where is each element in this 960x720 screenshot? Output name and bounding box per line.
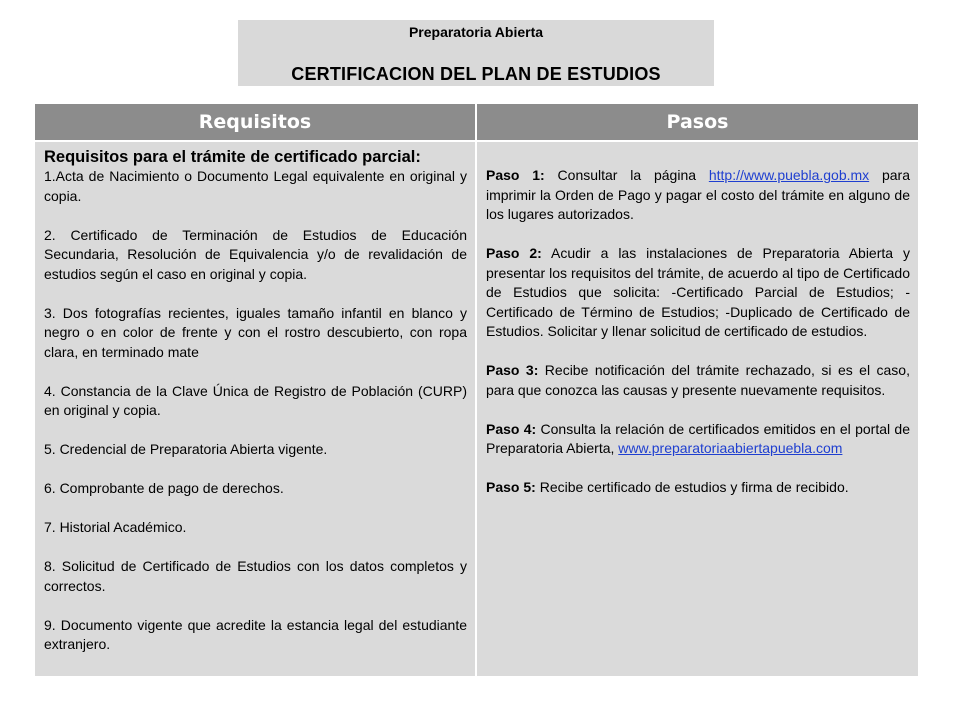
requisito-item: 7. Historial Académico. [44,519,187,535]
requisito-item: 3. Dos fotografías recientes, iguales tamaño infantil en blanco y negro o en color de frente y con el rostro descubierto, con ropa clara, en terminado mate [44,304,467,360]
requisito-item: 1.Acta de Nacimiento o Documento Legal equivalente en original y copia. [44,168,467,204]
requisito-item: 8. Solicitud de Certificado de Estudios con los datos completos y correctos. [44,558,467,594]
requisitos-cell [35,142,475,676]
requisito-item: 9. Documento vigente que acredite la estancia legal del estudiante extranjero. [44,616,467,652]
requisito-item: 6. Comprobante de pago de derechos. [44,480,284,496]
paso-text: Recibe certificado de estudios y firma de recibido. [535,479,849,495]
requisito-item: 5. Credencial de Preparatoria Abierta vigente. [44,441,328,457]
preparatoria-abierta-link[interactable]: www.preparatoriaabiertapuebla.com [618,440,843,456]
paso-label: Paso 2: [486,245,542,261]
paso-1 [486,166,910,225]
paso-4 [486,420,910,459]
paso-text: para imprimir la Orden de Pago y pagar el costo del trámite en alguno de los lugares autorizados. [486,167,910,222]
page-title: CERTIFICACION DEL PLAN DE ESTUDIOS [291,64,661,84]
requisito-item: 2. Certificado de Terminación de Estudios de Educación Secundaria, Resolución de Equivalencia y/o de revalidación de estudios según el caso en original y copia. [44,226,467,282]
paso-label: Paso 5: [486,479,536,495]
paso-label: Paso 3: [486,362,539,378]
requirements-table [35,104,918,676]
requisitos-title: Requisitos para el trámite de certificado parcial: [44,148,421,166]
paso-2 [486,244,910,342]
title-box [238,20,714,86]
puebla-gob-link[interactable]: http://www.puebla.gob.mx [708,167,870,183]
column-header-pasos: Pasos [477,104,918,140]
paso-label: Paso 4: [486,420,537,437]
paso-text: Recibe notificación del trámite rechazado, si es el caso, para que conozca las causas y presente nuevamente requisitos. [486,362,910,398]
column-header-requisitos: Requisitos [35,104,475,140]
requisito-item: 4. Constancia de la Clave Única de Registro de Población (CURP) en original y copia. [44,382,467,418]
paso-text: Consultar la página [544,167,709,183]
paso-text: Consulta la relación de certificados emitidos en el portal de Preparatoria Abierta, [486,420,910,456]
pasos-cell [477,142,918,676]
paso-5 [486,478,910,498]
paso-text: Acudir a las instalaciones de Preparatoria Abierta y presentar los requisitos del trámite, de acuerdo al tipo de Certificado de Estudios que solicita: -Certificado Parcial de Estudios; -Certificado de Término de Estudios; -Duplicado de Certificado de Estudios. Solicitar y llenar solicitud de certificado de estudios. [486,245,910,339]
paso-3 [486,361,910,400]
paso-label: Paso 1: [486,167,545,183]
page-subtitle: Preparatoria Abierta [408,24,544,40]
